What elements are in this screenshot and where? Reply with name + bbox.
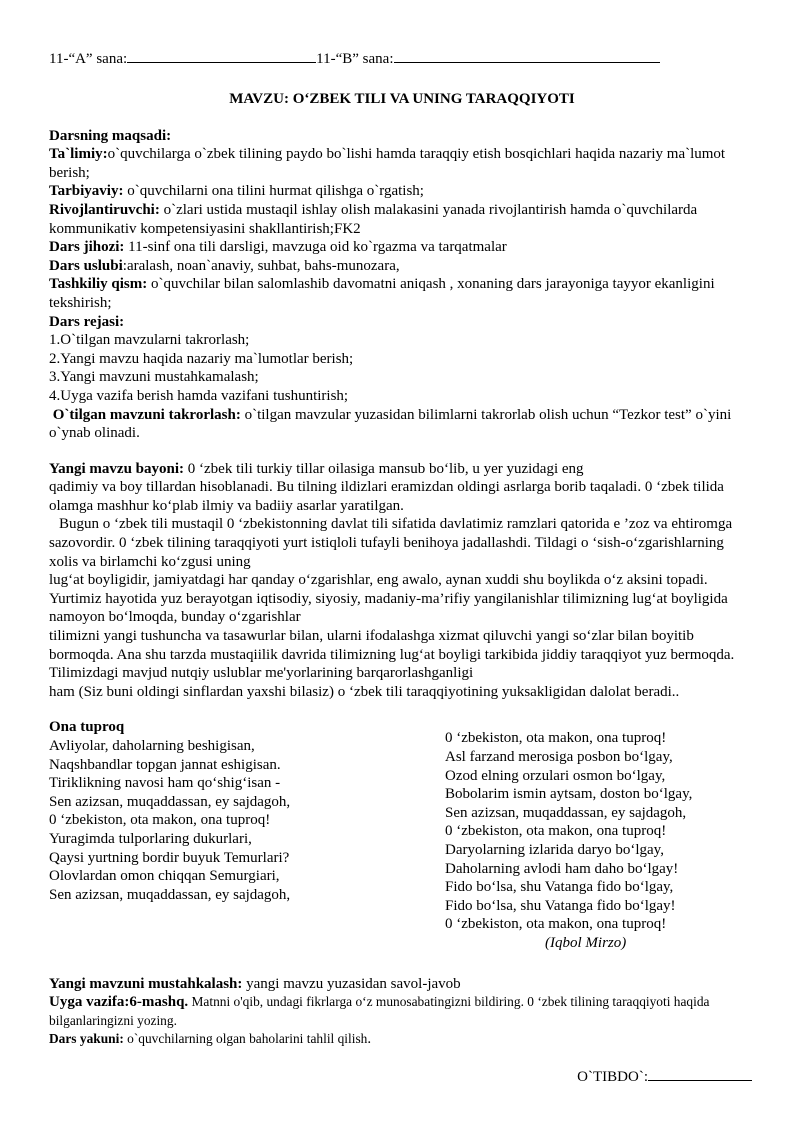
homework-label: Uyga vazifa:6-mashq. [49,994,189,1011]
poem-line: 0 ‘zbekiston, ota makon, ona tuproq! [49,812,271,829]
poem-line: Ozod elning orzulari osmon bo‘lgay, [445,767,666,784]
new-topic-paragraph: qadimiy va boy tillardan hisoblanadi. Bu tilning ildizlari eramizdan oldingi asrlarga borib taqaladi. 0 ‘zbek tilida olamga mashhur ko‘plab ilmiy va badiiy asarlar yaratilgan. [49,479,724,514]
talimiy-text: o`quvchilarga o`zbek tilining paydo bo`lishi hamda taraqqiy etish bosqichlari haqida nazariy ma`lumot berish; [49,146,726,181]
poem-line: Bobolarim ismin aytsam, doston bo‘lgay, [445,786,693,803]
new-topic-first-line: 0 ‘zbek tili turkiy tillar oilasiga mansub bo‘lib, u yer yuzidagi eng [184,460,584,477]
poem-line: Sen azizsan, muqaddassan, ey sajdagoh, [445,804,687,821]
plan-item: 4.Uyga vazifa berish hamda vazifani tushuntirish; [49,387,349,404]
closing-section [49,975,755,1049]
jihozi-text: 11-sinf ona tili darsligi, mavzuga oid ko`rgazma va tarqatmalar [124,239,507,256]
rivoj-label: Rivojlantiruvchi: [49,201,160,218]
poem-line: Daryolarning izlarida daryo bo‘lgay, [445,841,664,858]
poem-author: (Iqbol Mirzo) [545,934,627,951]
plan-section [49,313,755,443]
jihozi-label: Dars jihozi: [49,239,125,256]
review-label: O`tilgan mavzuni takrorlash: [52,406,241,423]
plan-item: 2.Yangi mavzu haqida nazariy ma`lumotlar berish; [49,350,354,367]
class-a-date-label: 11-“A” sana: [49,51,128,67]
goals-heading: Darsning maqsadi: [49,127,172,144]
poem-line: Asl farzand merosiga posbon bo‘lgay, [445,749,673,765]
poem-line: 0 ‘zbekiston, ota makon, ona tuproq! [445,730,667,747]
poem-line: 0 ‘zbekiston, ota makon, ona tuproq! [445,916,667,933]
signature-blank [648,1066,752,1081]
poem-right-column [445,718,745,952]
talimiy-label: Ta`limiy: [49,146,108,163]
mustahkam-text: yangi mavzu yuzasidan savol-javob [242,975,461,992]
poem-line: Fido bo‘lsa, shu Vatanga fido bo‘lgay, [445,879,674,896]
uslubi-text: :aralash, noan`anaviy, suhbat, bahs-munozara, [122,257,400,274]
class-b-date-blank [394,48,660,63]
lesson-end-period: . [367,1031,372,1048]
poem-line: Qaysi yurtning bordir buyuk Temurlari? [49,849,290,866]
new-topic-paragraph: ham (Siz buni oldingi sinflardan yaxshi bilasiz) o ‘zbek tili taraqqiyotining yuksakligidan dalolat beradi.. [49,683,680,700]
homework-text: Matnni o'qib, undagi fikrlarga o‘z munosabatingizni bildiring. 0 ‘zbek tilining taraqqiyoti haqida bilganlaringizni yozing. [49,994,710,1028]
poem-line: Olovlardan omon chiqqan Semurgiari, [49,868,280,885]
uslubi-label: Dars uslubi [49,257,123,274]
date-line [49,48,755,68]
plan-item: 1.O`tilgan mavzularni takrorlash; [49,332,250,349]
goals-section [49,127,755,313]
poem-line: Daholarning avlodi ham daho bo‘lgay! [445,860,679,877]
class-a-date-blank [127,48,316,63]
plan-item: 3.Yangi mavzuni mustahkamalash; [49,369,259,386]
plan-heading: Dars rejasi: [49,313,125,330]
new-topic-paragraph: Bugun o ‘zbek tili mustaqil 0 ‘zbekistonning davlat tili sifatida davlatimiz ramzlari qatorida e ’zoz va ehtiromga sazovordir. 0 ‘zbek tilining taraqqiyoti yurt istiqloli tufayli benihoya jadallashdi. Tildagi o ‘sish-o‘zgarishlarning xolis va birlamchi ko‘zgusi uning [49,516,733,570]
poem-line: Fido bo‘lsa, shu Vatanga fido bo‘lgay! [445,897,676,914]
mustahkam-label: Yangi mavzuni mustahkalash: [49,975,243,992]
poem [49,718,755,952]
tarbiyaviy-text: o`quvchilarni ona tilini hurmat qilishga o`rgatish; [123,183,424,200]
review-text: o`tilgan mavzular yuzasidan bilimlarni takrorlab olish uchun “Tezkor test” o`yini o`ynab olinadi. [49,406,732,442]
poem-line: Sen azizsan, muqaddassan, ey sajdagoh, [49,793,291,810]
poem-line: Avliyolar, daholarning beshigisan, [49,738,255,754]
poem-line: 0 ‘zbekiston, ota makon, ona tuproq! [445,823,667,840]
new-topic-label: Yangi mavzu bayoni: [49,460,185,477]
new-topic-paragraph: tilimizni yangi tushuncha va tasawurlar bilan, ularni ifodalashga xizmat qiluvchi yangi so‘zlar bilan boyitib bormoqda. Ana shu tarzda mustaqiilik davrida tilimizning lug‘at boyligi tarkibida jiddiy taraqqiyot yuz bermoqda. Tilimizdagi mavjud nutqiy uslublar me'yorlarining barqarorlashganligi [49,628,735,682]
poem-line: Naqshbandlar topgan jannat eshigisan. [49,756,281,773]
poem-line: Yuragimda tulporlaring dukurlari, [49,830,252,847]
signature-label: O`TIBDO`: [577,1069,648,1085]
new-topic-section [49,460,755,702]
poem-left-column [49,718,445,952]
poem-title: Ona tuproq [49,719,125,736]
tashkiliy-label: Tashkiliy qism: [49,276,148,293]
class-b-date-label: 11-“B” sana: [316,51,394,67]
rivoj-text: o`zlari ustida mustaqil ishlay olish malakasini yanada rivojlantirish hamda o`quvchilarda kommunikativ kompetensiyasini shakllantirish;FK2 [49,201,698,237]
poem-line: Tiriklikning navosi ham qo‘shig‘isan - [49,775,281,792]
poem-line: Sen azizsan, muqaddassan, ey sajdagoh, [49,886,291,903]
tarbiyaviy-label: Tarbiyaviy: [49,183,124,200]
lesson-plan-page [49,48,755,1049]
page-title: MAVZU: O‘ZBEK TILI VA UNING TARAQQIYOTI [229,91,575,107]
tashkiliy-text: o`quvchilar bilan salomlashib davomatni aniqash , xonaning dars jarayoniga tayyor ekanligini tekshirish; [49,276,715,311]
lesson-end-text: o`quvchilarning olgan baholarini tahlil qilish [123,1031,368,1047]
new-topic-paragraph: lug‘at boyligidir, jamiyatdagi har qanday o‘zgarishlar, eng awalo, aynan xuddi shu boylikda o‘z aksini topadi. Yurtimiz hayotida yuz berayotgan iqtisodiy, siyosiy, madaniy-ma’rifiy yangilanishlar tilimizning lug‘at boyligida namoyon bo‘lmoqda, bunday o‘zgarishlar [49,572,728,626]
lesson-end-label: Dars yakuni: [49,1031,124,1047]
signature-line [577,1066,752,1087]
